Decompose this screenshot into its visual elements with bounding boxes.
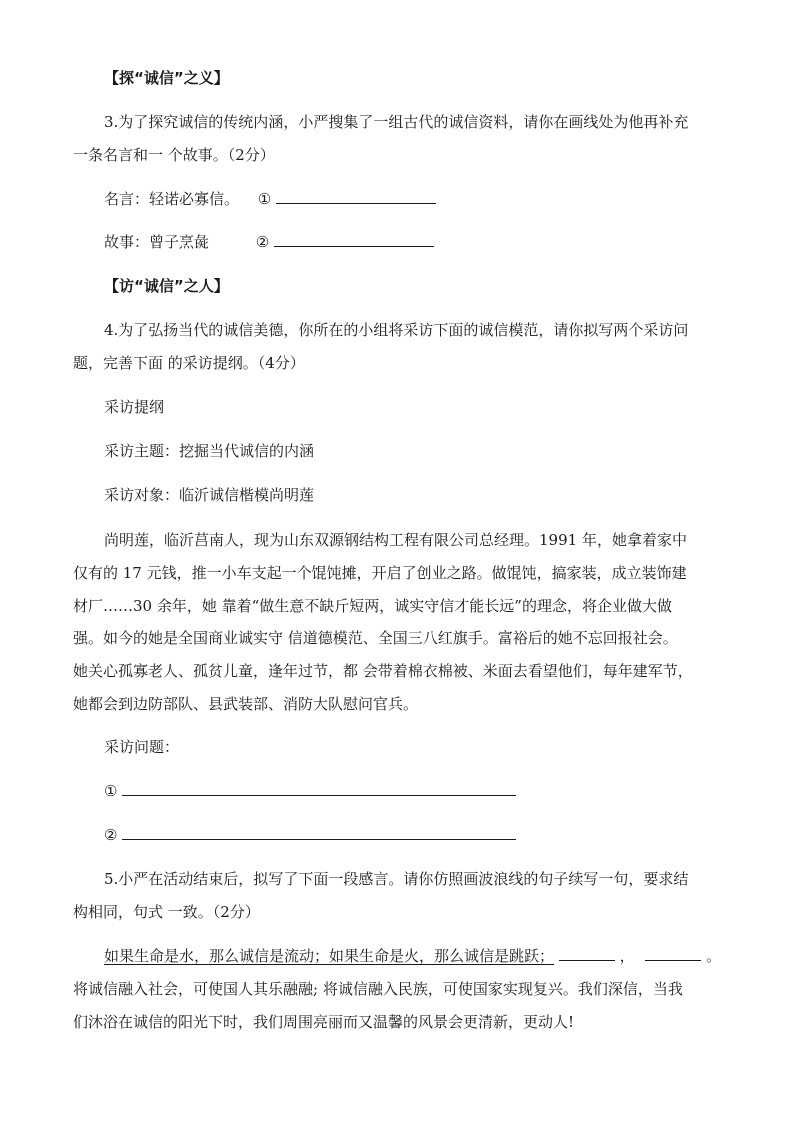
outline-title: 采访提纲 (104, 398, 165, 416)
imitation-blank-2[interactable] (645, 946, 701, 961)
bio-line-6: 她都会到边防部队、县武装部、消防大队慰问官兵。 (73, 695, 419, 713)
story-answer-blank[interactable] (274, 232, 434, 247)
bio-line-3: 材厂……30 余年，她 靠着“做生意不缺斤短两，诚实守信才能长远”的理念，将企业做大做 (73, 597, 672, 615)
motto-marker: ① (257, 190, 272, 208)
question-marker-1: ① (104, 782, 118, 800)
q5-paragraph-line-2: 将诚信融入社会，可使国人其乐融融; 将诚信融入民族，可使国家实现复兴。我们深信，当我 (73, 980, 683, 998)
bio-line-2: 仅有的 17 元钱，推一小车支起一个馄饨摊，开启了创业之路。做馄饨，搞家装，成立装饰建 (73, 564, 687, 582)
questions-label: 采访问题： (104, 738, 180, 756)
q5-paragraph-line-1 (104, 946, 721, 966)
section-heading-visit: 【访“诚信”之人】 (104, 277, 229, 295)
q5-text-line-2: 构相同，句式 一致。（2分） (73, 903, 260, 921)
imitation-blank-1[interactable] (559, 946, 615, 961)
q4-text-line-1: 4.为了弘扬当代的诚信美德，你所在的小组将采访下面的诚信模范，请你拟写两个采访问 (104, 321, 689, 339)
interview-question-blank-1[interactable] (122, 781, 516, 796)
interview-question-blank-2[interactable] (122, 825, 516, 840)
bio-line-5: 她关心孤寡老人、孤贫儿童，逢年过节，都 会带着棉衣棉被、米面去看望他们，每年建军节， (73, 662, 693, 680)
question-marker-2: ② (104, 826, 118, 844)
q3-text-line-1: 3.为了探究诚信的传统内涵，小严搜集了一组古代的诚信资料，请你在画线处为他再补充 (104, 113, 689, 131)
q3-motto-row (104, 189, 436, 209)
section-heading-explore: 【探“诚信”之义】 (104, 69, 229, 87)
interview-question-row-1 (104, 781, 516, 801)
q5-paragraph-line-3: 们沐浴在诚信的阳光下时，我们周围亮丽而又温馨的风景会更清新，更动人! (73, 1013, 575, 1031)
bio-line-4: 强。如今的她是全国商业诚实守 信道德模范、全国三八红旗手。富裕后的她不忘回报社会。 (73, 629, 678, 647)
blank-end-period: 。 (706, 947, 722, 965)
outline-target: 采访对象：临沂诚信楷模尚明莲 (104, 486, 315, 504)
story-label: 故事：曾子烹彘 (104, 233, 210, 251)
motto-label: 名言：轻诺必寡信。 (104, 190, 240, 208)
q3-text-line-2: 一条名言和一 个故事。（2分） (73, 146, 275, 164)
q5-text-line-1: 5.小严在活动结束后，拟写了下面一段感言。请你仿照画波浪线的句子续写一句，要求结 (104, 870, 689, 888)
wavy-underlined-sentence: 如果生命是水，那么诚信是流动；如果生命是火，那么诚信是跳跃； (104, 947, 555, 965)
q4-text-line-2: 题，完善下面 的采访提纲。（4分） (73, 354, 305, 372)
blank-separator-comma: ， (619, 947, 635, 965)
q3-story-row (104, 232, 434, 252)
story-marker: ② (255, 233, 270, 251)
outline-topic: 采访主题：挖掘当代诚信的内涵 (104, 442, 315, 460)
interview-question-row-2 (104, 825, 516, 845)
bio-line-1: 尚明莲，临沂莒南人，现为山东双源钢结构工程有限公司总经理。1991 年，她拿着家中 (104, 531, 687, 549)
motto-answer-blank[interactable] (276, 189, 436, 204)
